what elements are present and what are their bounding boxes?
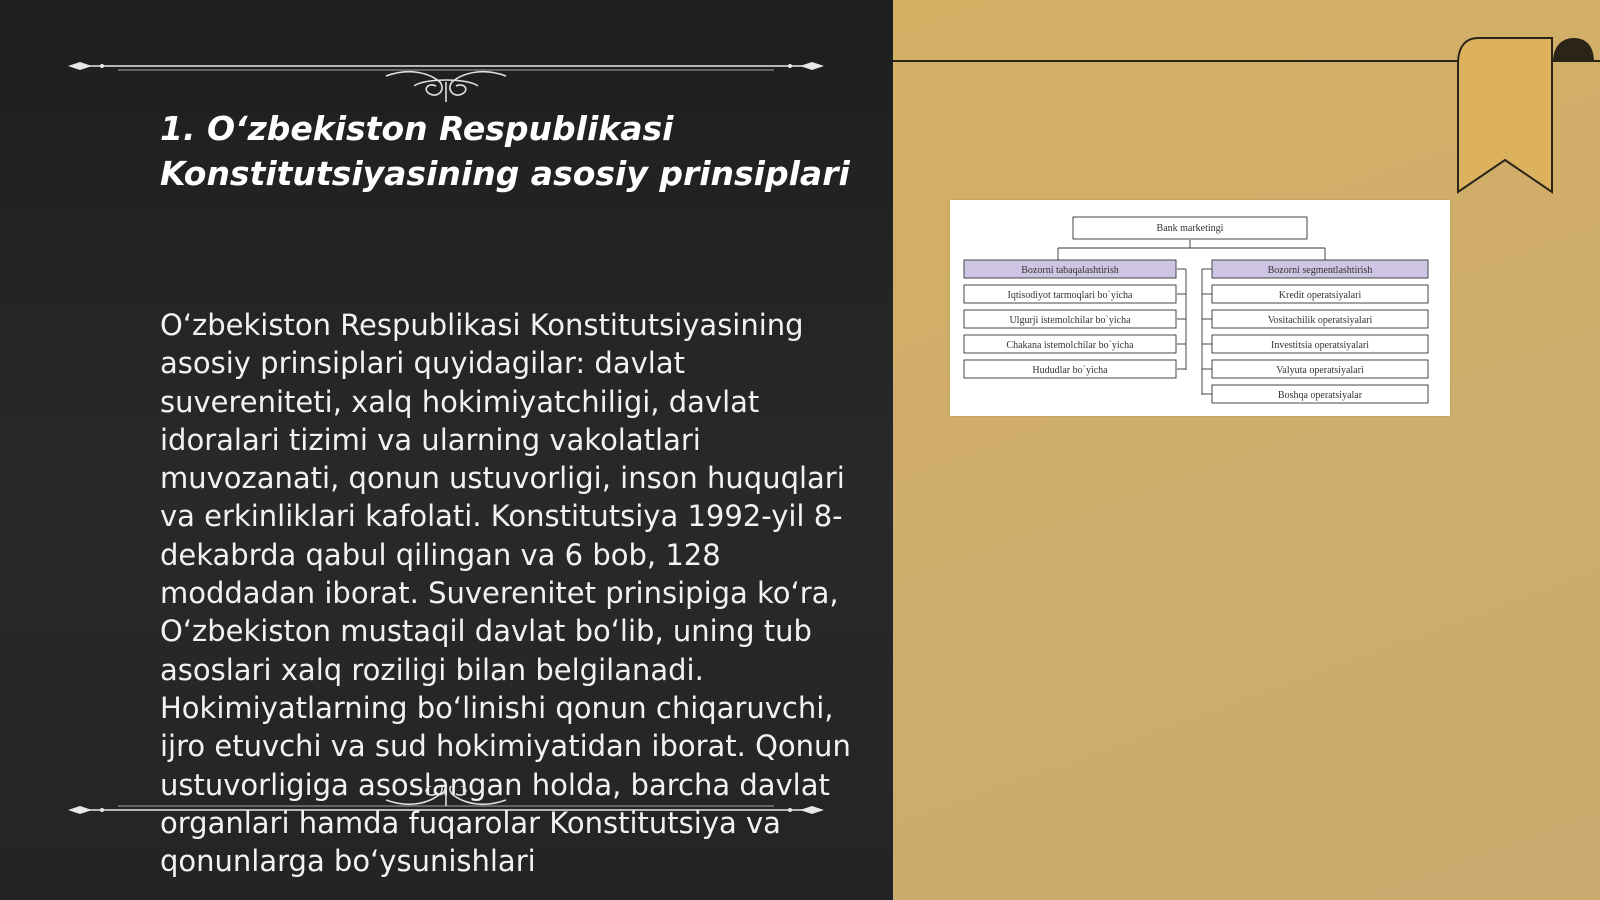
slide-title: 1. O‘zbekiston Respublikasi Konstitutsiyasining asosiy prinsiplari (160, 109, 850, 193)
bookmark-decoration (1434, 34, 1594, 204)
diagram-right-item: Boshqa operatsiyalar (1277, 390, 1363, 401)
slide-body-text: O‘zbekiston Respublikasi Konstitutsiyasining asosiy prinsiplari quyidagilar: davlat suvereniteti, xalq hokimiyatchiligi, davlat idoralari tizimi va ularning vakolatlari muvozanati, qonun ustuvorligi, inson huquqlari va erkinliklari kafolati. Konstitutsiya 1992-yil 8-dekabrda qabul qilingan va 6 bob, 128 moddadan iborat. Suverenitet prinsipiga ko‘ra, O‘zbekiston mustaqil davlat bo‘lib, uning tub asoslari xalq roziligi bilan belgilanadi. Hokimiyatlarning bo‘linishi qonun chiqaruvchi, ijro etuvchi va sud hokimiyatidan iborat. Qonun ustuvorligiga asoslangan holda, barcha davlat organlari hamda fuqarolar Konstitutsiya va qonunlarga bo‘ysunishlari (160, 308, 851, 879)
diagram-left-item: Chakana istemolchilar bo`yicha (1006, 340, 1134, 351)
diagram-right-header: Bozorni segmentlashtirish (1267, 265, 1373, 276)
diagram-right-item: Investitsia operatsiyalari (1270, 340, 1370, 351)
image-panel (893, 0, 1600, 900)
diagram-left-item: Hududlar bo`yicha (1032, 365, 1108, 376)
bank-marketing-diagram (950, 200, 1450, 416)
diagram-left-item: Ulgurji istemolchilar bo`yicha (1009, 315, 1131, 326)
diagram-root-label: Bank marketingi (1156, 223, 1224, 234)
diagram-right-item: Vositachilik operatsiyalari (1267, 315, 1373, 326)
diagram-left-header: Bozorni tabaqalashtirish (1021, 265, 1119, 276)
top-ornament-divider (68, 42, 824, 102)
diagram-left-item: Iqtisodiyot tarmoqlari bo`yicha (1007, 290, 1133, 301)
bottom-ornament-divider (68, 786, 824, 846)
diagram-right-item: Valyuta operatsiyalari (1276, 365, 1364, 376)
diagram-right-item: Kredit operatsiyalari (1278, 290, 1362, 301)
